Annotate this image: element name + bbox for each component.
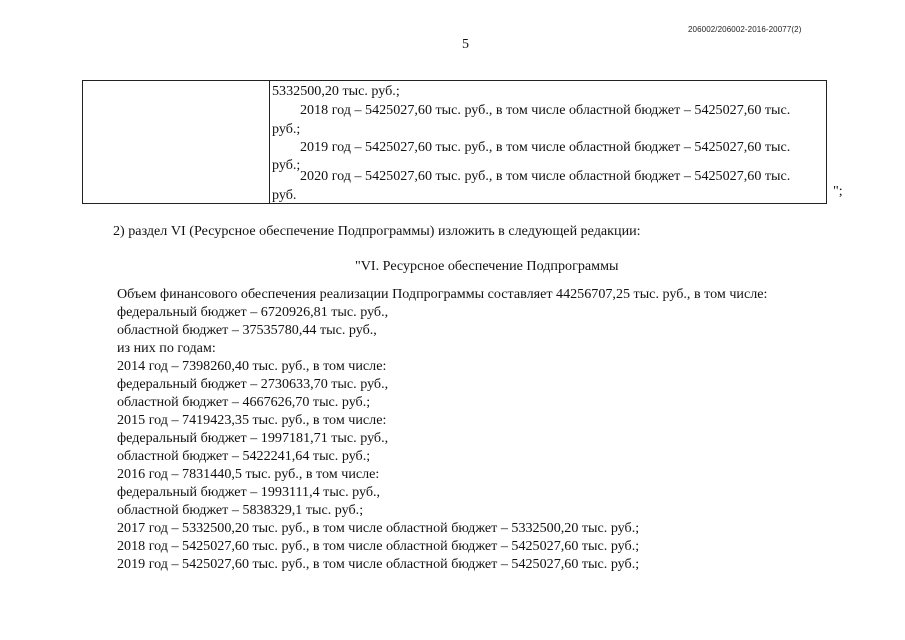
- paragraph-line: федеральный бюджет – 1993111,4 тыс. руб.,: [117, 484, 381, 500]
- paragraph-line: 2018 год – 5425027,60 тыс. руб., в том числе областной бюджет – 5425027,60 тыс. руб.;: [117, 538, 640, 554]
- paragraph-line: областной бюджет – 4667626,70 тыс. руб.;: [117, 394, 371, 410]
- paragraph-line: федеральный бюджет – 1997181,71 тыс. руб.,: [117, 430, 389, 446]
- table-line: 2020 год – 5425027,60 тыс. руб., в том числе областной бюджет – 5425027,60 тыс.: [300, 168, 791, 184]
- table-line: руб.;: [272, 157, 301, 173]
- paragraph-line: федеральный бюджет – 2730633,70 тыс. руб.,: [117, 376, 389, 392]
- page-number: 5: [462, 37, 469, 52]
- paragraph-line: федеральный бюджет – 6720926,81 тыс. руб.,: [117, 304, 389, 320]
- table-line: руб.;: [272, 121, 301, 137]
- paragraph-line: 2016 год – 7831440,5 тыс. руб., в том числе:: [117, 466, 380, 482]
- paragraph-line: 2015 год – 7419423,35 тыс. руб., в том числе:: [117, 412, 387, 428]
- table-column-divider: [269, 81, 270, 203]
- table-line: 2018 год – 5425027,60 тыс. руб., в том числе областной бюджет – 5425027,60 тыс.: [300, 102, 791, 118]
- paragraph-line: областной бюджет – 37535780,44 тыс. руб.,: [117, 322, 377, 338]
- paragraph-line: областной бюджет – 5422241,64 тыс. руб.;: [117, 448, 371, 464]
- paragraph-line: 2019 год – 5425027,60 тыс. руб., в том числе областной бюджет – 5425027,60 тыс. руб.;: [117, 556, 640, 572]
- table-line: руб.: [272, 187, 297, 203]
- paragraph-line: Объем финансового обеспечения реализации Подпрограммы составляет 44256707,25 тыс. руб., в том числе:: [117, 286, 768, 302]
- amendment-instruction: 2) раздел VI (Ресурсное обеспечение Подпрограммы) изложить в следующей редакции:: [113, 223, 641, 239]
- paragraph-line: областной бюджет – 5838329,1 тыс. руб.;: [117, 502, 364, 518]
- paragraph-line: из них по годам:: [117, 340, 216, 356]
- section-title: "VI. Ресурсное обеспечение Подпрограммы: [355, 258, 619, 274]
- table-line: 5332500,20 тыс. руб.;: [272, 83, 400, 99]
- closing-quote: ";: [833, 183, 843, 199]
- table-line: 2019 год – 5425027,60 тыс. руб., в том числе областной бюджет – 5425027,60 тыс.: [300, 139, 791, 155]
- paragraph-line: 2014 год – 7398260,40 тыс. руб., в том числе:: [117, 358, 387, 374]
- paragraph-line: 2017 год – 5332500,20 тыс. руб., в том числе областной бюджет – 5332500,20 тыс. руб.;: [117, 520, 640, 536]
- document-id: 206002/206002-2016-20077(2): [688, 25, 802, 34]
